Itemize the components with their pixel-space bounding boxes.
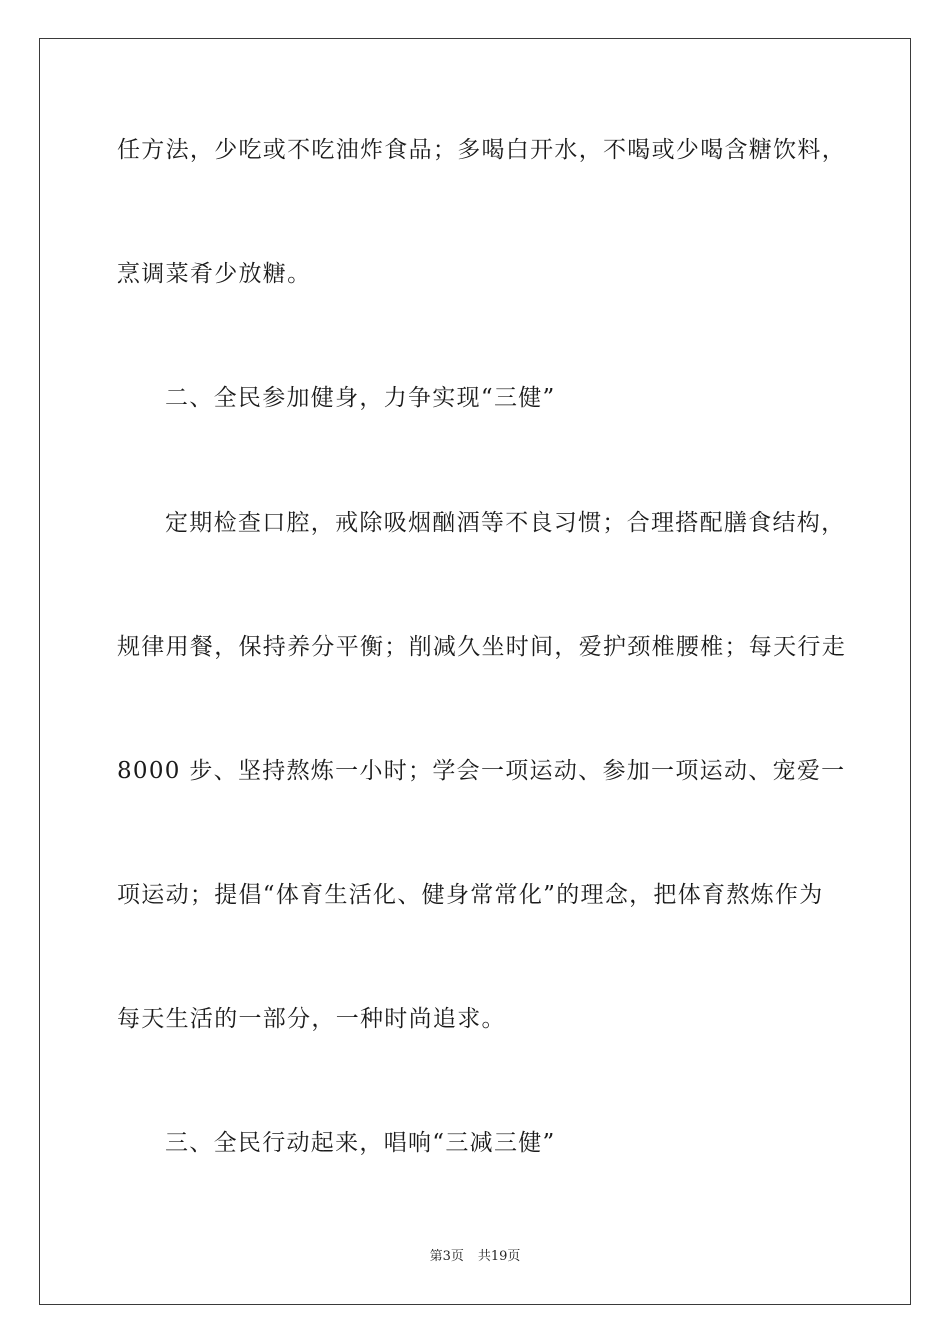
section-heading-2: 二、全民参加健身，力争实现“三健”: [165, 385, 556, 411]
page-footer: [0, 1249, 950, 1265]
section-heading-3: 三、全民行动起来，唱响“三减三健”: [165, 1130, 556, 1156]
body-line-2: 烹调菜肴少放糖。: [117, 261, 312, 287]
body-line-1: 任方法，少吃或不吃油炸食品；多喝白开水，不喝或少喝含糖饮料，: [117, 137, 846, 163]
body-line-7: 每天生活的一部分，一种时尚追求。: [117, 1006, 506, 1032]
body-line-3: 定期检查口腔，戒除吸烟酗酒等不良习惯；合理搭配膳食结构，: [165, 510, 846, 536]
page-border: [39, 38, 911, 1305]
body-line-6: 项运动；提倡“体育生活化、健身常常化”的理念，把体育熬炼作为: [117, 882, 824, 908]
page-number: 第3页: [429, 1249, 464, 1264]
body-line-5: 8000 步、坚持熬炼一小时；学会一项运动、参加一项运动、宠爱一: [117, 758, 846, 784]
page-total: 共19页: [477, 1249, 521, 1264]
body-line-4: 规律用餐，保持养分平衡；削减久坐时间，爱护颈椎腰椎；每天行走: [117, 634, 846, 660]
